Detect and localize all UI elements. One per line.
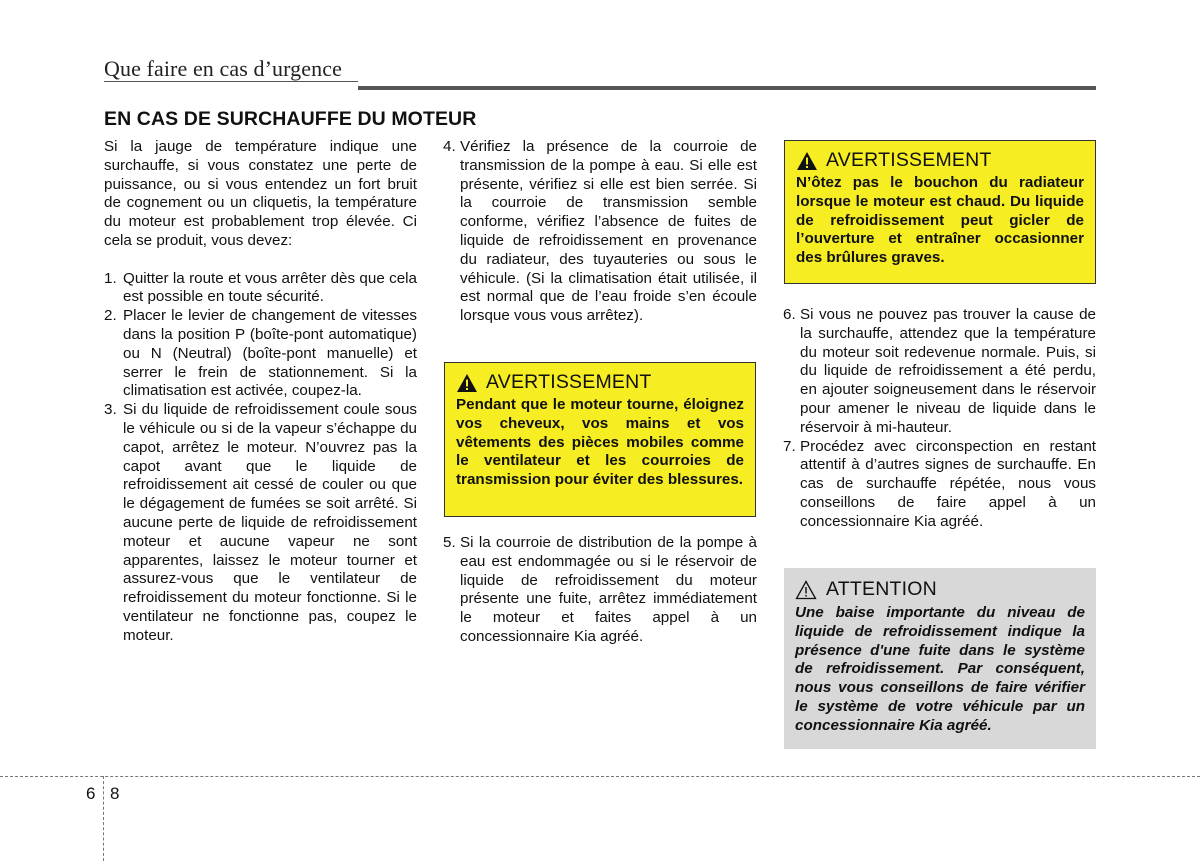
caution-triangle-icon (795, 580, 817, 600)
step-number: 2. (104, 307, 117, 325)
step-text: Vérifiez la présence de la courroie de transmission de la pompe à eau. Si elle est présente, vérifiez si elle est bien serrée. Si la courroie de transmission semble conforme, vérifiez l’absence de fuites de liquide de refroidissement en provenance du radiateur, des tuyauteries ou sous le véhicule. (Si la climatisation était utilisée, il est normal que de l’eau froide s’en écoule lorsque vous vous arrêtez). (460, 138, 757, 325)
step-item (443, 534, 757, 647)
warning-box-fan (444, 362, 756, 517)
header-rule-bar (358, 86, 1096, 90)
column-left (104, 138, 417, 646)
step-number: 7. (783, 437, 796, 455)
column-right (783, 306, 1096, 532)
column-middle (443, 138, 757, 326)
step-item (783, 438, 1096, 532)
section-title: EN CAS DE SURCHAUFFE DU MOTEUR (104, 108, 477, 130)
step-item (104, 307, 417, 401)
step-number: 1. (104, 269, 117, 287)
step-text: Si la courroie de distribution de la pompe à eau est endommagée ou si le réservoir de liquide de refroidissement du moteur présente une fuite, arrêtez immédiatement le moteur et faites appel à un concessionnaire Kia agréé. (460, 534, 757, 645)
step-number: 4. (443, 138, 456, 155)
warning-text: Pendant que le moteur tourne, éloignez vos cheveux, vos mains et vos vêtements des pièces mobiles comme le ventilateur et les courroies de transmission pour éviter des blessures. (456, 396, 744, 489)
warning-title: AVERTISSEMENT (826, 149, 992, 171)
warning-box-radiator (784, 140, 1096, 284)
warning-text: N’ôtez pas le bouchon du radiateur lorsque le moteur est chaud. Du liquide de refroidissement peut gicler de l’ouverture et entraîner occasionner des brûlures graves. (796, 174, 1084, 267)
footer-vertical-divider (103, 776, 104, 861)
step-number: 6. (783, 306, 796, 323)
chapter-header: Que faire en cas d’urgence (104, 56, 342, 81)
step-number: 5. (443, 534, 456, 551)
step-text: Quitter la route et vous arrêter dès que cela est possible en toute sécurité. (123, 269, 417, 306)
attention-title: ATTENTION (826, 578, 937, 600)
step-text: Si vous ne pouvez pas trouver la cause de la surchauffe, attendez que la température du moteur soit redevenue normale. Puis, si du liquide de refroidissement a été perdu, en ajouter soigneusement dans le réservoir pour amener le niveau de liquide dans le réservoir à mi-hauteur. (800, 306, 1096, 436)
footer-divider (0, 776, 1200, 777)
step-item (104, 401, 417, 645)
warning-title: AVERTISSEMENT (486, 371, 652, 393)
page-number: 8 (110, 784, 120, 803)
intro-paragraph: Si la jauge de température indique une surchauffe, si vous constatez une perte de puissance, ou si vous entendez un fort bruit de cognement ou un cliquetis, la température du moteur est probablement trop élevée. Ci cela se produit, vous devez: (104, 138, 417, 249)
step-text: Si du liquide de refroidissement coule sous le véhicule ou si de la vapeur s’échappe du capot, arrêtez le moteur. N’ouvrez pas la capot avant que le liquide de refroidissement ait cessé de couler ou que le dégagement de fumées se soit arrêté. Si aucune perte de liquide de refroidissement moteur et aucune vapeur ne sont apparentes, laissez le moteur tourner et assurez-vous que le ventilateur de refroidissement du moteur fonctionne. Si le ventilateur ne fonctionne pas, coupez le moteur. (123, 401, 417, 644)
step-text: Placer le levier de changement de vitesses dans la position P (boîte-pont automatique) ou N (Neutral) (boîte-pont manuelle) et serrer le frein de stationnement. Si la climatisation est activée, coupez-la. (123, 307, 417, 400)
page-chapter-number: 6 (86, 784, 96, 803)
attention-text: Une baise importante du niveau de liquide de refroidissement indique la présence d'une fuite dans le système de refroidissement. Par conséquent, nous vous conseillons de faire vérifier le système de votre véhicule par un concessionnaire Kia agréé. (795, 604, 1085, 734)
step-text: Procédez avec circonspection en restant attentif à d’autres signes de surchauffe. En cas de surchauffe répétée, nous vous conseillons de faire appel à un concessionnaire Kia agréé. (800, 437, 1096, 530)
step-item (443, 138, 757, 326)
warning-header (456, 371, 744, 394)
warning-header (796, 149, 1084, 172)
header-rule (104, 81, 358, 82)
attention-header (795, 578, 1085, 601)
warning-triangle-icon (796, 151, 818, 171)
step-item (104, 270, 417, 308)
warning-triangle-icon (456, 373, 478, 393)
column-middle-lower (443, 534, 757, 647)
attention-box (784, 568, 1096, 749)
step-number: 3. (104, 401, 117, 419)
step-item (783, 306, 1096, 438)
